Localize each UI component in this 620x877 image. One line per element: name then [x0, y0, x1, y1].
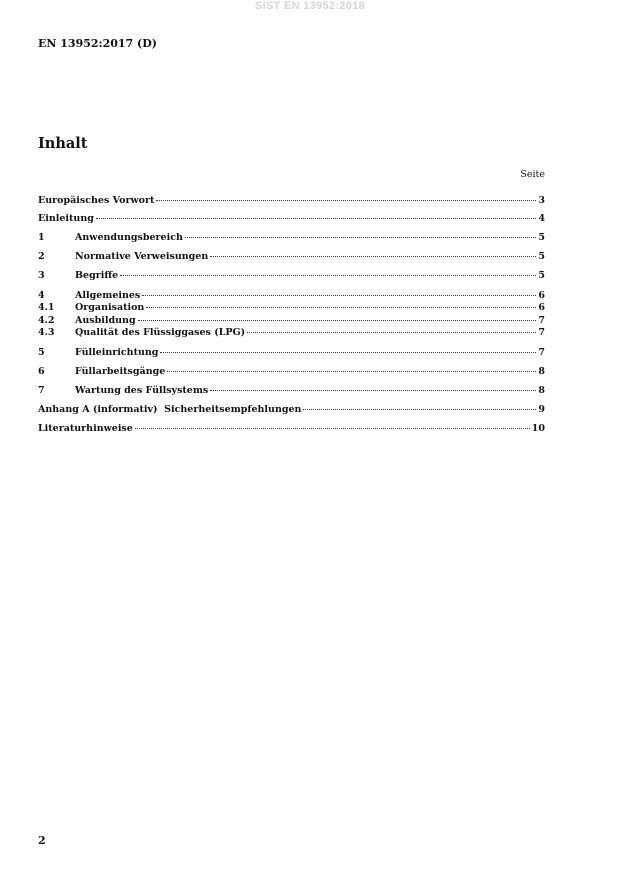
toc-entry-label: Allgemeines: [75, 290, 141, 301]
toc-entry-label: Einleitung: [38, 213, 94, 224]
toc-entry-label: Wartung des Füllsystems: [75, 385, 209, 396]
toc-entry-page: 6: [538, 290, 545, 301]
toc-entry-label: Qualität des Flüssiggases (LPG): [75, 327, 246, 338]
toc-dot-leader: [210, 256, 536, 257]
toc-dot-leader: [146, 307, 536, 308]
toc-dot-leader: [156, 200, 536, 201]
toc-entry-section-4-2[interactable]: [38, 315, 545, 327]
toc-entry-label: Anhang A (informativ) Sicherheitsempfehlungen: [38, 404, 302, 415]
toc-entry-label: Fülleinrichtung: [75, 347, 159, 358]
toc-entry-number: 4.2: [38, 315, 55, 326]
toc-entry-number: 4.3: [38, 327, 55, 338]
toc-entry-number: 7: [38, 385, 45, 396]
toc-entry-label: Begriffe: [75, 270, 119, 281]
toc-entry-section-4[interactable]: [38, 290, 545, 302]
toc-entry-page: 5: [538, 232, 545, 243]
toc-entry-number: 6: [38, 366, 45, 377]
toc-entry-page: 7: [538, 327, 545, 338]
toc-entry-page: 7: [538, 347, 545, 358]
toc-entry-page: 4: [538, 213, 545, 224]
toc-dot-leader: [185, 237, 536, 238]
toc-dot-leader: [167, 371, 536, 372]
toc-dot-leader: [96, 218, 537, 219]
toc-dot-leader: [303, 409, 536, 410]
toc-entry-section-2[interactable]: [38, 251, 545, 263]
toc-entry-page: 8: [538, 366, 545, 377]
toc-entry-number: 4: [38, 290, 45, 301]
toc-entry-label: Füllarbeitsgänge: [75, 366, 166, 377]
toc-dot-leader: [135, 428, 530, 429]
toc-entry-number: 5: [38, 347, 45, 358]
toc-entry-section-4-1[interactable]: [38, 302, 545, 314]
toc-entry-number: 2: [38, 251, 45, 262]
toc-entry-page: 5: [538, 270, 545, 281]
toc-entry-label: Literaturhinweise: [38, 423, 133, 434]
toc-entry-label: Normative Verweisungen: [75, 251, 209, 262]
toc-entry-page: 9: [538, 404, 545, 415]
toc-entry-page: 7: [538, 315, 545, 326]
toc-title: Inhalt: [38, 135, 88, 152]
toc-dot-leader: [120, 275, 536, 276]
toc-entry-annex-a[interactable]: [38, 404, 545, 416]
toc-dot-leader: [142, 295, 536, 296]
toc-entry-section-5[interactable]: [38, 347, 545, 359]
toc-entry-vorwort[interactable]: [38, 195, 545, 207]
toc-entry-section-1[interactable]: [38, 232, 545, 244]
toc-entry-page: 10: [531, 423, 545, 434]
toc-entry-page: 5: [538, 251, 545, 262]
toc-dot-leader: [210, 390, 536, 391]
toc-entry-label: Ausbildung: [75, 315, 136, 326]
toc-entry-einleitung[interactable]: [38, 213, 545, 225]
toc-entry-label: Europäisches Vorwort: [38, 195, 155, 206]
running-header-doc-id: EN 13952:2017 (D): [38, 37, 157, 50]
page-number: 2: [38, 834, 46, 847]
toc-entry-number: 4.1: [38, 302, 55, 313]
toc-entry-section-7[interactable]: [38, 385, 545, 397]
page-column-label: Seite: [520, 169, 545, 180]
toc-dot-leader: [160, 352, 536, 353]
toc-entry-number: 3: [38, 270, 45, 281]
toc-entry-number: 1: [38, 232, 45, 243]
toc-entry-section-4-3[interactable]: [38, 327, 545, 339]
toc-dot-leader: [138, 320, 537, 321]
toc-entry-page: 3: [538, 195, 545, 206]
watermark: SIST EN 13952:2018: [255, 0, 365, 12]
toc-entry-bibliography[interactable]: [38, 423, 545, 435]
toc-dot-leader: [247, 332, 536, 333]
toc-entry-section-6[interactable]: [38, 366, 545, 378]
toc-entry-page: 8: [538, 385, 545, 396]
toc-entry-label: Organisation: [75, 302, 145, 313]
toc-entry-page: 6: [538, 302, 545, 313]
toc-entry-label: Anwendungsbereich: [75, 232, 183, 243]
toc-entry-section-3[interactable]: [38, 270, 545, 282]
